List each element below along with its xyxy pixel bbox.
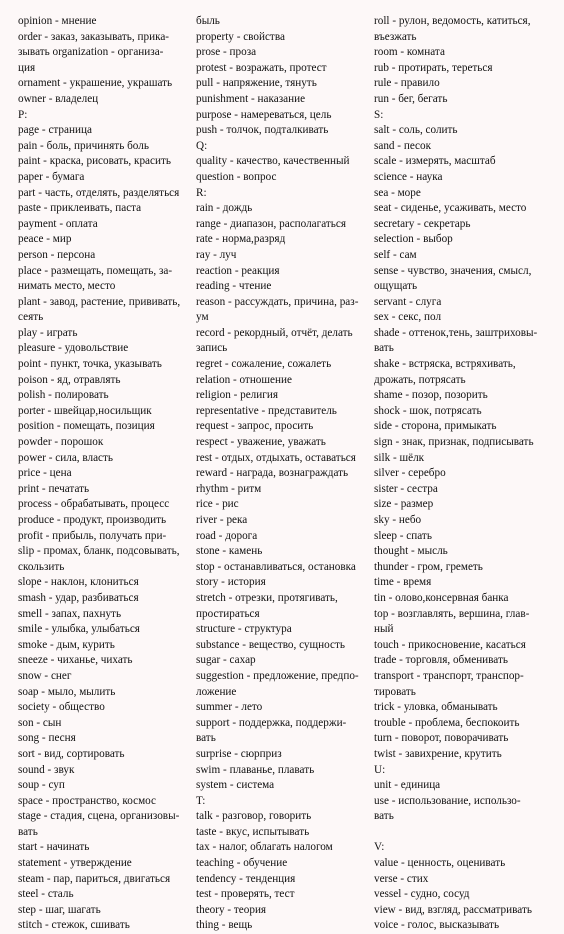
vocabulary-line: smash - удар, разбиваться <box>18 591 139 604</box>
vocabulary-line: religion - религия <box>196 389 278 402</box>
vocabulary-line: sort - вид, сортировать <box>18 747 125 760</box>
vocabulary-line: paper - бумага <box>18 170 85 183</box>
vocabulary-line: ray - луч <box>196 248 237 261</box>
vocabulary-line: polish - полировать <box>18 389 109 402</box>
vocabulary-line: въезжать <box>374 30 417 43</box>
vocabulary-line: taste - вкус, испытывать <box>196 825 310 838</box>
vocabulary-line: вать <box>374 342 394 355</box>
vocabulary-line: view - вид, взгляд, рассматривать <box>374 903 532 916</box>
vocabulary-line: turn - поворот, поворачивать <box>374 732 509 745</box>
vocabulary-line: top - возглавлять, вершина, глав- <box>374 607 530 620</box>
vocabulary-line: reason - рассуждать, причина, раз- <box>196 295 359 308</box>
vocabulary-line: secretary - секретарь <box>374 217 471 230</box>
vocabulary-line: steel - сталь <box>18 888 74 901</box>
vocabulary-line: vessel - судно, сосуд <box>374 888 470 901</box>
vocabulary-line: suggestion - предложение, предпо- <box>196 669 359 682</box>
vocabulary-line: quality - качество, качественный <box>196 155 350 168</box>
letter-heading: S: <box>374 108 384 121</box>
vocabulary-line: скользить <box>18 560 65 573</box>
vocabulary-line: question - вопрос <box>196 170 277 183</box>
vocabulary-line: record - рекордный, отчёт, делать <box>196 326 353 339</box>
vocabulary-line: salt - соль, солить <box>374 124 458 137</box>
vocabulary-line: soup - суп <box>18 779 65 792</box>
vocabulary-line: payment - оплата <box>18 217 98 230</box>
vocabulary-line: value - ценность, оценивать <box>374 857 506 870</box>
vocabulary-line: stretch - отрезки, протягивать, <box>196 591 338 604</box>
vocabulary-column-1 <box>18 14 186 934</box>
vocabulary-line: rice - рис <box>196 498 239 511</box>
vocabulary-line: shock - шок, потрясать <box>374 404 482 417</box>
vocabulary-line: slip - промах, бланк, подсовывать, <box>18 545 180 558</box>
vocabulary-line: tax - налог, облагать налогом <box>196 841 333 854</box>
vocabulary-line: purpose - намереваться, цель <box>196 108 332 121</box>
vocabulary-line: poison - яд, отравлять <box>18 373 121 386</box>
vocabulary-line: statement - утверждение <box>18 857 132 870</box>
vocabulary-line: powder - порошок <box>18 436 104 449</box>
vocabulary-line: society - общество <box>18 701 105 714</box>
vocabulary-line <box>374 825 550 841</box>
vocabulary-line: produce - продукт, производить <box>18 514 167 526</box>
vocabulary-line: verse - стих <box>374 872 429 885</box>
vocabulary-line: son - сын <box>18 716 62 729</box>
vocabulary-line: paste - приклеивать, паста <box>18 202 142 215</box>
vocabulary-line: regret - сожаление, сожалеть <box>196 358 332 371</box>
vocabulary-line: sound - звук <box>18 763 75 776</box>
vocabulary-line: run - бег, бегать <box>374 92 448 105</box>
vocabulary-line: trouble - проблема, беспокоить <box>374 716 520 729</box>
letter-heading: R: <box>196 186 207 199</box>
vocabulary-line: дрожать, потрясать <box>374 373 466 386</box>
vocabulary-line: ный <box>374 623 394 636</box>
vocabulary-line: person - персона <box>18 248 96 261</box>
vocabulary-line: stop - останавливаться, остановка <box>196 560 356 573</box>
vocabulary-line: theory - теория <box>196 903 267 916</box>
vocabulary-line: ция <box>18 61 36 74</box>
vocabulary-line: sleep - спать <box>374 529 432 542</box>
vocabulary-line: rain - дождь <box>196 202 253 215</box>
vocabulary-line: быль <box>196 15 220 27</box>
vocabulary-line: rest - отдых, отдыхать, оставаться <box>196 451 356 464</box>
letter-heading: V: <box>374 841 385 854</box>
vocabulary-line: ощущать <box>374 280 418 293</box>
vocabulary-line: science - наука <box>374 170 443 183</box>
vocabulary-line: silk - шёлк <box>374 451 425 464</box>
vocabulary-line: rub - протирать, тереться <box>374 61 493 74</box>
vocabulary-line: size - размер <box>374 498 434 511</box>
vocabulary-line: surprise - сюрприз <box>196 747 282 760</box>
vocabulary-line: сеять <box>18 311 44 324</box>
vocabulary-line: roll - рулон, ведомость, катиться, <box>374 15 531 27</box>
vocabulary-line: ум <box>196 311 209 324</box>
vocabulary-line: smile - улыбка, улыбаться <box>18 623 140 636</box>
vocabulary-line: property - свойства <box>196 30 285 43</box>
vocabulary-line: sneeze - чиханье, чихать <box>18 654 133 667</box>
vocabulary-line: scale - измерять, масштаб <box>374 155 496 168</box>
vocabulary-line: room - комната <box>374 46 445 59</box>
vocabulary-line: story - история <box>196 576 266 589</box>
vocabulary-line: price - цена <box>18 467 72 480</box>
vocabulary-line: rule - правило <box>374 77 440 90</box>
vocabulary-line: self - сам <box>374 248 417 261</box>
vocabulary-line: porter - швейцар,носильщик <box>18 404 152 417</box>
letter-heading: P: <box>18 108 28 121</box>
vocabulary-line: reading - чтение <box>196 280 272 293</box>
vocabulary-line: start - начинать <box>18 841 90 854</box>
vocabulary-line: play - играть <box>18 326 78 339</box>
vocabulary-line: tendency - тенденция <box>196 872 296 885</box>
vocabulary-line: тировать <box>374 685 416 698</box>
vocabulary-line: smell - запах, пахнуть <box>18 607 122 620</box>
vocabulary-line: teaching - обучение <box>196 857 288 870</box>
vocabulary-line: song - песня <box>18 732 76 745</box>
vocabulary-line: sand - песок <box>374 139 432 152</box>
vocabulary-line: tin - олово,консервная банка <box>374 591 509 604</box>
vocabulary-line: print - печатать <box>18 482 90 495</box>
vocabulary-line: вать <box>196 732 216 745</box>
vocabulary-line: system - система <box>196 779 275 792</box>
vocabulary-line: substance - вещество, сущность <box>196 638 345 651</box>
vocabulary-line: point - пункт, точка, указывать <box>18 358 162 371</box>
vocabulary-line: sky - небо <box>374 514 422 526</box>
vocabulary-line: pleasure - удовольствие <box>18 342 129 355</box>
vocabulary-line: sex - секс, пол <box>374 311 442 324</box>
vocabulary-line: sense - чувство, значения, смысл, <box>374 264 532 277</box>
vocabulary-line: trade - торговля, обменивать <box>374 654 508 667</box>
vocabulary-line: простираться <box>196 607 260 620</box>
vocabulary-line: seat - сиденье, усаживать, место <box>374 202 527 215</box>
vocabulary-line: test - проверять, тест <box>196 888 295 901</box>
vocabulary-line: stage - стадия, сцена, организовы- <box>18 810 180 823</box>
vocabulary-line: use - использование, использо- <box>374 794 521 807</box>
vocabulary-line: protest - возражать, протест <box>196 61 327 74</box>
vocabulary-line: push - толчок, подталкивать <box>196 124 329 137</box>
vocabulary-line: order - заказ, заказывать, прика- <box>18 30 170 43</box>
letter-heading: T: <box>196 794 206 807</box>
vocabulary-line: range - диапазон, располагаться <box>196 217 347 230</box>
vocabulary-line: step - шаг, шагать <box>18 903 101 916</box>
letter-heading: Q: <box>196 139 208 152</box>
vocabulary-column-3 <box>374 14 550 934</box>
vocabulary-line: profit - прибыль, получать при- <box>18 529 167 542</box>
vocabulary-line: structure - структура <box>196 623 292 636</box>
vocabulary-line: position - помещать, позиция <box>18 420 155 433</box>
letter-heading: U: <box>374 763 386 776</box>
vocabulary-line: paint - краска, рисовать, красить <box>18 155 171 168</box>
vocabulary-line: sea - море <box>374 186 421 199</box>
vocabulary-line: sugar - сахар <box>196 654 256 667</box>
vocabulary-line: reaction - реакция <box>196 264 280 277</box>
vocabulary-line: shake - встряска, встряхивать, <box>374 358 516 371</box>
vocabulary-line: soap - мыло, мылить <box>18 685 116 698</box>
vocabulary-line: unit - единица <box>374 779 441 792</box>
vocabulary-line: part - часть, отделять, разделяться <box>18 186 180 199</box>
vocabulary-line: steam - пар, париться, двигаться <box>18 872 171 885</box>
vocabulary-line: summer - лето <box>196 701 263 714</box>
vocabulary-line: shame - позор, позорить <box>374 389 488 402</box>
vocabulary-line: river - река <box>196 514 248 526</box>
vocabulary-column-2 <box>196 14 368 934</box>
vocabulary-line: representative - представитель <box>196 404 337 417</box>
vocabulary-line: нимать место, место <box>18 280 116 293</box>
vocabulary-line: pain - боль, причинять боль <box>18 139 149 152</box>
vocabulary-line: pull - напряжение, тянуть <box>196 77 317 90</box>
vocabulary-line: swim - плаванье, плавать <box>196 763 315 776</box>
vocabulary-line: thing - вещь <box>196 919 253 932</box>
vocabulary-line: reward - награда, вознаграждать <box>196 467 349 480</box>
vocabulary-line: rhythm - ритм <box>196 482 262 495</box>
vocabulary-line: opinion - мнение <box>18 15 97 27</box>
vocabulary-line: road - дорога <box>196 529 258 542</box>
vocabulary-line: transport - транспорт, транспор- <box>374 669 524 682</box>
vocabulary-line: thunder - гром, греметь <box>374 560 483 573</box>
vocabulary-line: power - сила, власть <box>18 451 114 464</box>
vocabulary-line: time - время <box>374 576 432 589</box>
vocabulary-line: зывать organization - организа- <box>18 46 164 59</box>
vocabulary-line: voice - голос, высказывать <box>374 919 500 932</box>
vocabulary-line: sister - сестра <box>374 482 438 495</box>
vocabulary-line: selection - выбор <box>374 233 453 246</box>
vocabulary-line: peace - мир <box>18 233 72 246</box>
vocabulary-line: request - запрос, просить <box>196 420 314 433</box>
vocabulary-line: trick - уловка, обманывать <box>374 701 498 714</box>
vocabulary-line: twist - завихрение, крутить <box>374 747 502 760</box>
vocabulary-line: thought - мысль <box>374 545 448 558</box>
vocabulary-line: side - сторона, примыкать <box>374 420 497 433</box>
vocabulary-line: вать <box>18 825 38 838</box>
vocabulary-line: space - пространство, космос <box>18 794 157 807</box>
vocabulary-line: silver - серебро <box>374 467 446 480</box>
vocabulary-line: sign - знак, признак, подписывать <box>374 436 534 449</box>
vocabulary-line: punishment - наказание <box>196 92 306 105</box>
vocabulary-line: shade - оттенок,тень, заштриховы- <box>374 326 538 339</box>
vocabulary-line: smoke - дым, курить <box>18 638 115 651</box>
vocabulary-line: slope - наклон, клониться <box>18 576 139 589</box>
vocabulary-line: запись <box>196 342 228 355</box>
vocabulary-line: touch - прикосновение, касаться <box>374 638 526 651</box>
vocabulary-line: prose - проза <box>196 46 257 59</box>
vocabulary-line: plant - завод, растение, прививать, <box>18 295 181 308</box>
vocabulary-line: snow - снег <box>18 669 72 682</box>
vocabulary-line: owner - владелец <box>18 92 99 105</box>
vocabulary-line: respect - уважение, уважать <box>196 436 326 449</box>
vocabulary-line: page - страница <box>18 124 92 137</box>
vocabulary-line: ornament - украшение, украшать <box>18 77 173 90</box>
vocabulary-line: process - обрабатывать, процесс <box>18 498 170 511</box>
vocabulary-line: servant - слуга <box>374 295 442 308</box>
vocabulary-line: stitch - стежок, сшивать <box>18 919 130 932</box>
vocabulary-line: rate - норма,разряд <box>196 233 286 246</box>
vocabulary-line: stone - камень <box>196 545 263 558</box>
vocabulary-line: support - поддержка, поддержи- <box>196 716 347 729</box>
vocabulary-line: talk - разговор, говорить <box>196 810 312 823</box>
vocabulary-line: вать <box>374 810 394 823</box>
vocabulary-line: relation - отношение <box>196 373 292 386</box>
vocabulary-line: ложение <box>196 685 237 698</box>
vocabulary-line: place - размещать, помещать, за- <box>18 264 173 277</box>
